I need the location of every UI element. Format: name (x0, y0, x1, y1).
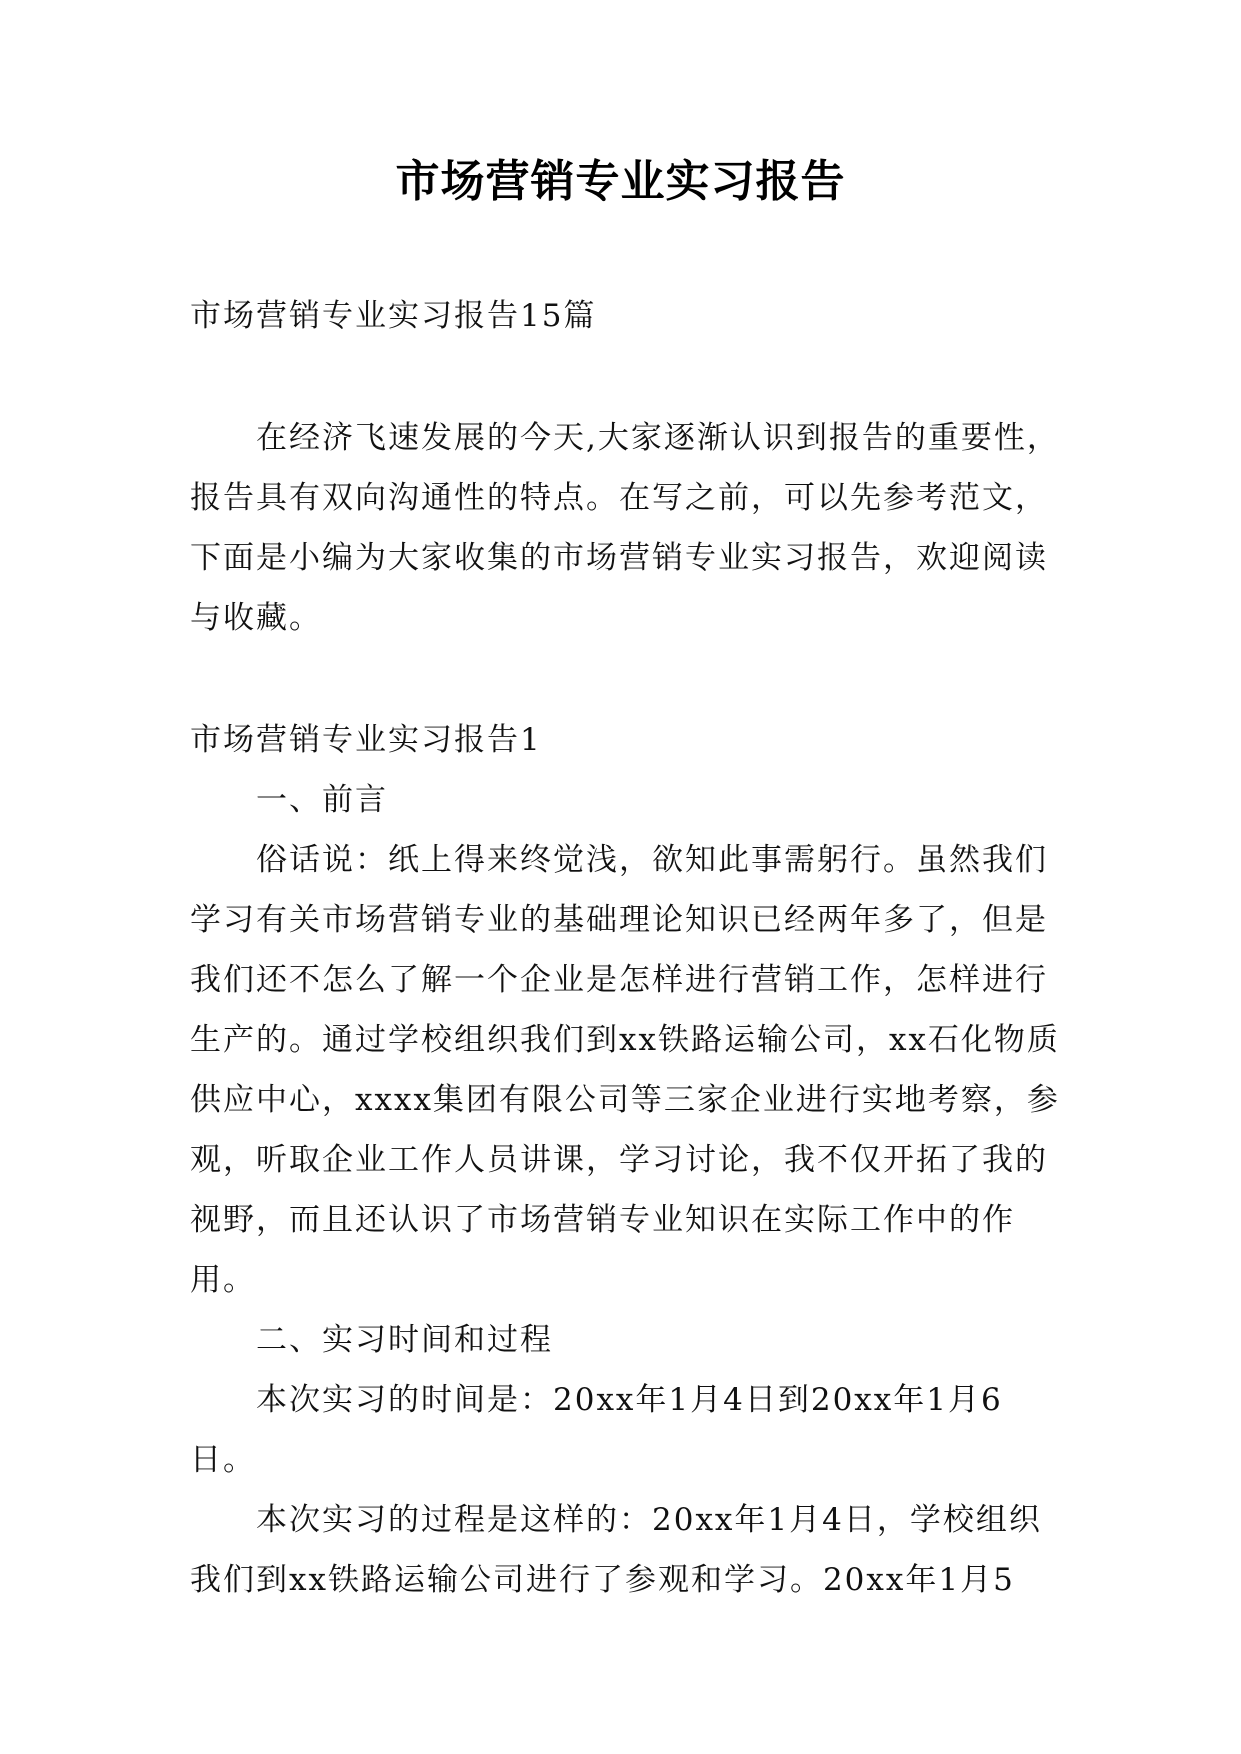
intro-paragraph: 在经济飞速发展的今天,大家逐渐认识到报告的重要性，报告具有双向沟通性的特点。在写之前，可以先参考范文，下面是小编为大家收集的市场营销专业实习报告，欢迎阅读与收藏。 (190, 420, 1060, 636)
paragraph-internship-process: 本次实习的过程是这样的：20xx年1月4日，学校组织我们到xx铁路运输公司进行了参观和学习。20xx年1月5 (190, 1502, 1042, 1598)
document-title: 市场营销专业实习报告 (395, 156, 846, 207)
document-subtitle: 市场营销专业实习报告15篇 (190, 298, 597, 334)
heading-preface: 一、前言 (256, 782, 388, 818)
document-body (190, 286, 1060, 1610)
section-heading: 市场营销专业实习报告1 (190, 722, 542, 758)
paragraph-preface: 俗话说：纸上得来终觉浅，欲知此事需躬行。虽然我们学习有关市场营销专业的基础理论知识已经两年多了，但是我们还不怎么了解一个企业是怎样进行营销工作，怎样进行生产的。通过学校组织我们到xx铁路运输公司，xx石化物质供应中心，xxxx集团有限公司等三家企业进行实地考察，参观，听取企业工作人员讲课，学习讨论，我不仅开拓了我的视野，而且还认识了市场营销专业知识在实际工作中的作用。 (190, 842, 1060, 1298)
heading-internship-time: 二、实习时间和过程 (256, 1322, 553, 1358)
paragraph-internship-time: 本次实习的时间是：20xx年1月4日到20xx年1月6日。 (190, 1382, 1003, 1478)
